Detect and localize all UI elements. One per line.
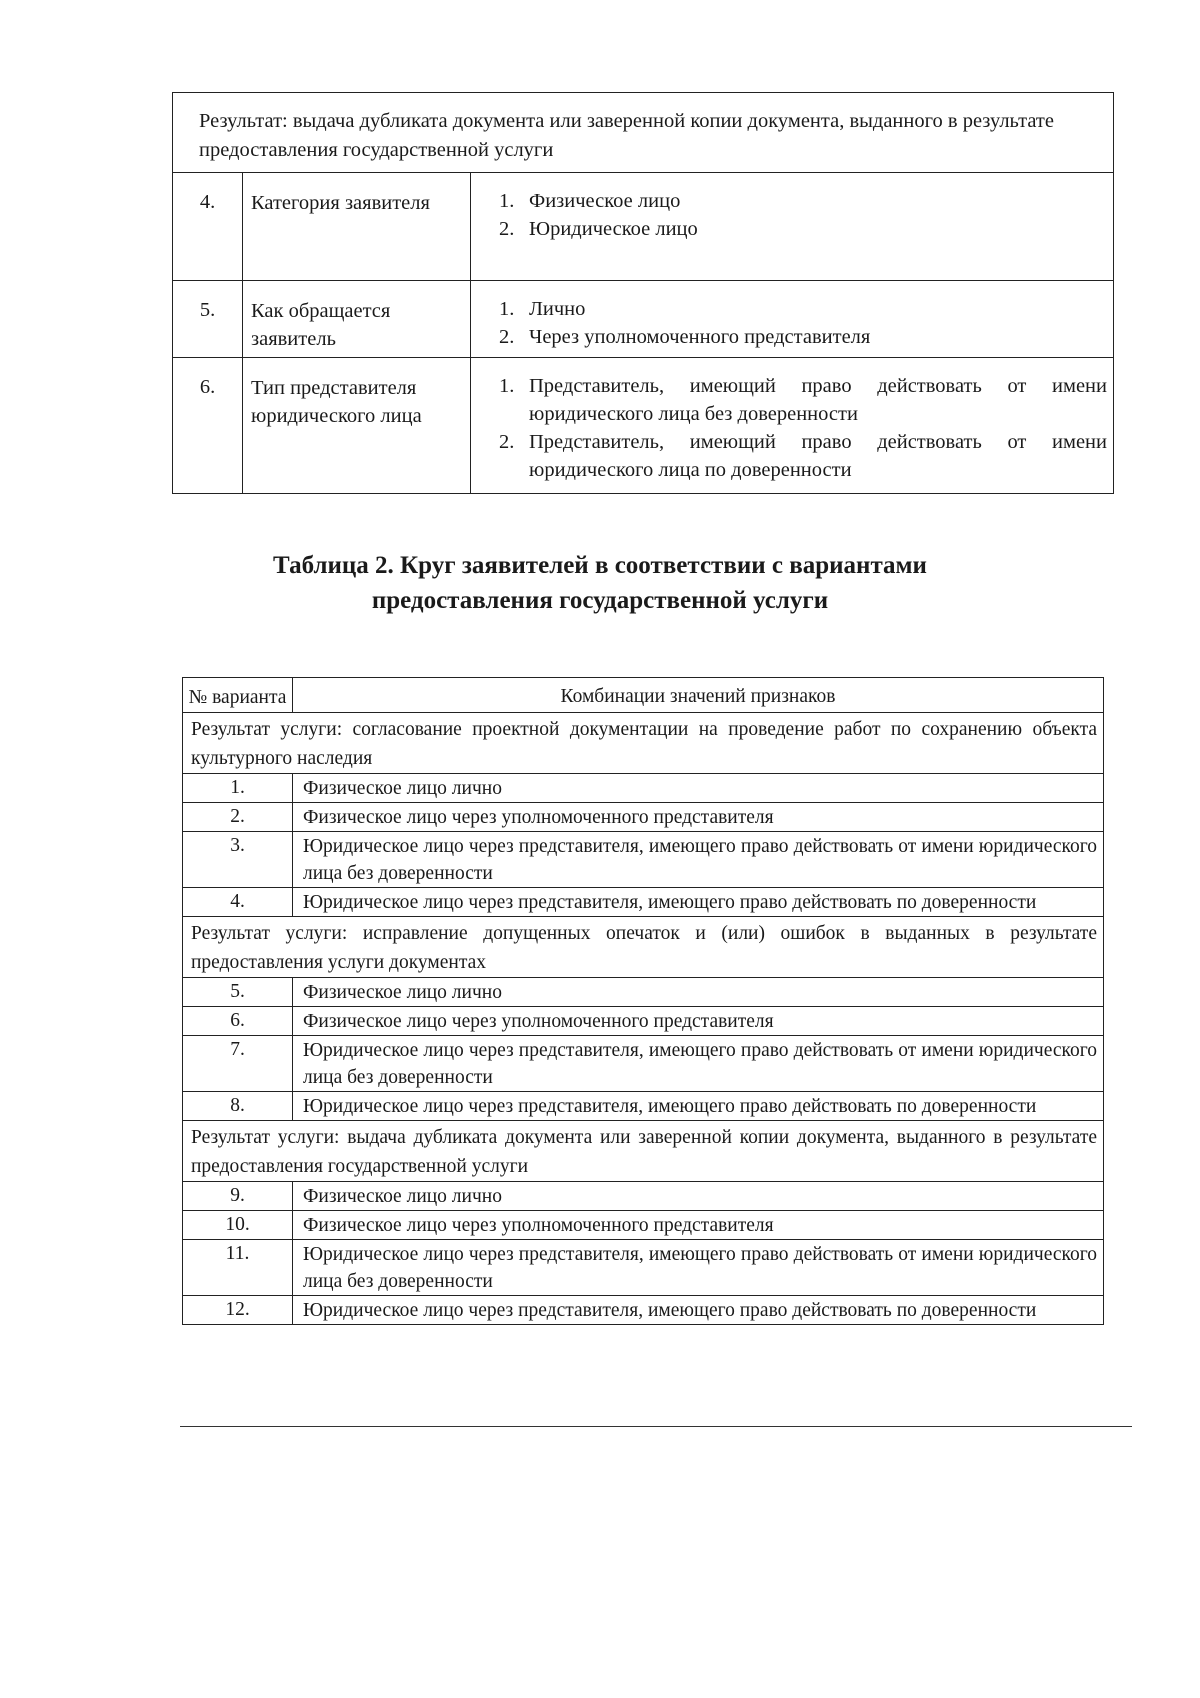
variant-number: 7.	[183, 1036, 293, 1091]
variant-number: 8.	[183, 1092, 293, 1120]
section-result: Результат услуги: выдача дубликата документа или заверенной копии документа, выданного в результате предоставления государственной услуги	[183, 1121, 1103, 1182]
variant-number: 11.	[183, 1240, 293, 1295]
row-label: Тип представителя юридического лица	[243, 358, 471, 493]
variant-text: Юридическое лицо через представителя, имеющего право действовать по доверенности	[303, 892, 1037, 913]
variant-number: 3.	[183, 832, 293, 887]
bottom-rule	[180, 1426, 1132, 1427]
variant-text: Физическое лицо через уполномоченного представителя	[303, 1215, 774, 1236]
row-label: Категория заявителя	[243, 173, 471, 280]
variant-number: 10.	[183, 1211, 293, 1239]
table-row	[183, 774, 1103, 803]
variant-number: 4.	[183, 888, 293, 916]
table-row	[183, 1296, 1103, 1324]
table-row	[183, 888, 1103, 917]
section-result: Результат услуги: исправление допущенных опечаток и (или) ошибок в выданных в результате предоставления услуги документах	[183, 917, 1103, 978]
list-item: 2. Представитель, имеющий право действовать от имени юридического лица по доверенности	[499, 431, 1107, 481]
list-item: 1. Представитель, имеющий право действовать от имени юридического лица без доверенности	[499, 375, 1107, 425]
table-row	[183, 1240, 1103, 1296]
row-values	[471, 358, 1113, 493]
row-number: 5.	[173, 281, 243, 357]
variant-number: 12.	[183, 1296, 293, 1324]
list-item: 1. Физическое лицо	[499, 190, 681, 212]
variant-number: 5.	[183, 978, 293, 1006]
column-header-combinations: Комбинации значений признаков	[560, 686, 836, 707]
table-row	[173, 173, 1113, 280]
variant-text: Физическое лицо через уполномоченного представителя	[303, 1011, 774, 1032]
variant-text: Физическое лицо через уполномоченного представителя	[303, 807, 774, 828]
row-label: Как обращается заявитель	[243, 281, 471, 357]
table-row	[183, 1211, 1103, 1240]
variant-text: Юридическое лицо через представителя, имеющего право действовать от имени юридического лица без доверенности	[303, 1040, 1097, 1088]
list-item: 2. Юридическое лицо	[499, 218, 698, 240]
table-row	[183, 803, 1103, 832]
table-row	[173, 280, 1113, 357]
table-row	[183, 1092, 1103, 1121]
list-item: 1. Лично	[499, 298, 586, 320]
row-number: 4.	[173, 173, 243, 280]
column-header-variant-number: № варианта	[183, 678, 293, 712]
table-row	[183, 1036, 1103, 1092]
table-row	[183, 1007, 1103, 1036]
variant-text: Физическое лицо лично	[303, 1186, 502, 1207]
row-values	[471, 281, 1113, 357]
table-row	[183, 978, 1103, 1007]
variant-number: 9.	[183, 1182, 293, 1210]
applicant-attributes-table	[172, 92, 1114, 494]
section-result: Результат услуги: согласование проектной документации на проведение работ по сохранению объекта культурного наследия	[183, 713, 1103, 774]
table1-result-header: Результат: выдача дубликата документа или заверенной копии документа, выданного в результате предоставления государственной услуги	[173, 93, 1113, 173]
variant-text: Физическое лицо лично	[303, 982, 502, 1003]
row-values	[471, 173, 1113, 280]
variant-text: Юридическое лицо через представителя, имеющего право действовать от имени юридического лица без доверенности	[303, 836, 1097, 884]
variant-text: Юридическое лицо через представителя, имеющего право действовать по доверенности	[303, 1300, 1037, 1321]
table-row	[183, 1182, 1103, 1211]
variant-text: Юридическое лицо через представителя, имеющего право действовать от имени юридического лица без доверенности	[303, 1244, 1097, 1292]
list-item: 2. Через уполномоченного представителя	[499, 326, 871, 348]
variant-number: 2.	[183, 803, 293, 831]
table-header-row	[183, 678, 1103, 713]
variant-text: Юридическое лицо через представителя, имеющего право действовать по доверенности	[303, 1096, 1037, 1117]
variant-number: 1.	[183, 774, 293, 802]
page-title: Таблица 2. Круг заявителей в соответствии с вариантами предоставления государственной услуги	[273, 552, 927, 614]
variants-table	[182, 677, 1104, 1325]
variant-number: 6.	[183, 1007, 293, 1035]
row-number: 6.	[173, 358, 243, 493]
table-row	[183, 832, 1103, 888]
table-row	[173, 357, 1113, 493]
variant-text: Физическое лицо лично	[303, 778, 502, 799]
